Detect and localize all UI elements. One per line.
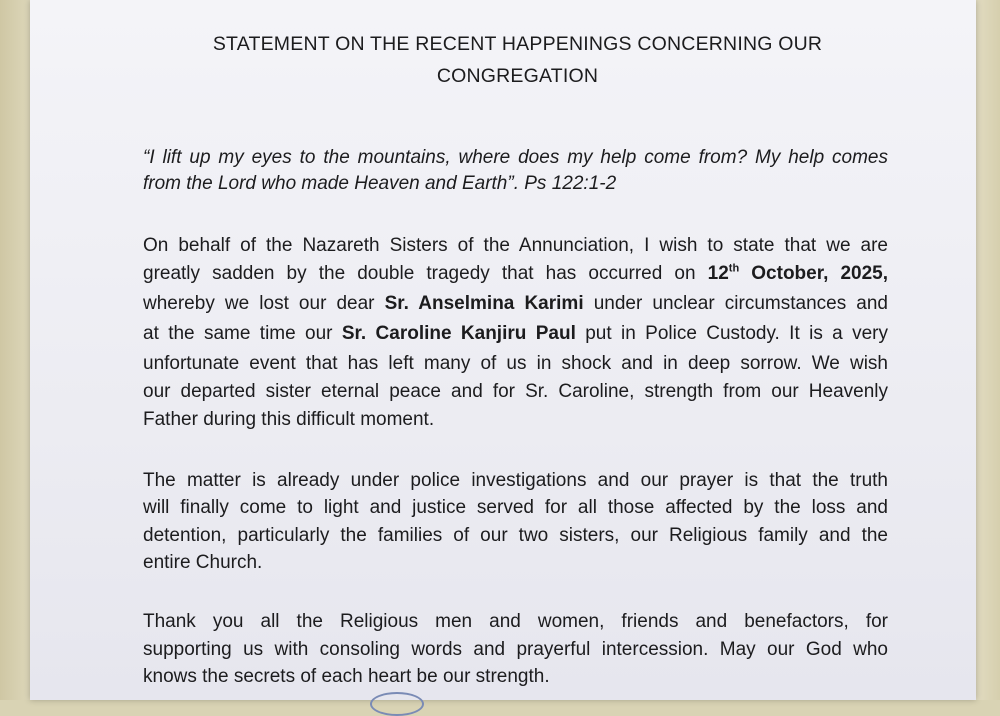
seal-stamp	[370, 692, 424, 716]
quote-line	[143, 146, 888, 170]
paragraph3-line	[143, 638, 888, 662]
paragraph2-line	[143, 524, 888, 548]
text-span: at the same time our	[143, 323, 342, 344]
text-span: entire Church.	[143, 552, 263, 573]
bold-text: Sr. Caroline Kanjiru Paul	[341, 323, 576, 344]
statement-paper	[30, 0, 976, 700]
text-span: The matter is already under police investigations and our prayer is that the truth	[143, 470, 888, 491]
text-span: detention, particularly the families of our two sisters, our Religious family and the	[143, 525, 888, 546]
text-span: our departed sister eternal peace and for Sr. Caroline, strength from our Heavenly	[143, 381, 888, 402]
bold-text: 12	[707, 263, 729, 284]
text-span: put in Police Custody. It is a very	[575, 323, 888, 344]
paragraph1-line	[143, 292, 888, 316]
bold-text: Sr. Anselmina Karimi	[384, 293, 584, 314]
text-span: Thank you all the Religious men and women, friends and benefactors, for	[143, 611, 888, 632]
paragraph1-line	[143, 322, 888, 346]
paragraph1-line	[143, 408, 888, 432]
paragraph1-line	[143, 380, 888, 404]
paragraph3-line	[143, 665, 888, 689]
text-span: greatly sadden by the double tragedy that has occurred on	[143, 263, 708, 284]
text-span: Father during this difficult moment.	[143, 409, 435, 430]
text-span: knows the secrets of each heart be our strength.	[143, 666, 550, 687]
text-span: whereby we lost our dear	[143, 293, 385, 314]
paragraph2-line	[143, 496, 888, 520]
text-span: “I lift up my eyes to the mountains, where does my help come from? My help comes	[143, 147, 888, 168]
text-span: On behalf of the Nazareth Sisters of the Annunciation, I wish to state that we are	[143, 235, 888, 256]
text-span: supporting us with consoling words and prayerful intercession. May our God who	[143, 639, 888, 660]
paragraph3-line	[143, 610, 888, 634]
bold-text: th	[728, 262, 740, 275]
paragraph1-line	[143, 352, 888, 376]
text-span: from the Lord who made Heaven and Earth”. Ps 122:1-2	[143, 173, 617, 194]
paragraph1-line	[143, 234, 888, 258]
text-span: unfortunate event that has left many of us in shock and in deep sorrow. We wish	[143, 353, 888, 374]
quote-line	[143, 172, 888, 196]
text-span: under unclear circumstances and	[583, 293, 888, 314]
bold-text: October, 2025,	[739, 263, 888, 284]
text-span: will finally come to light and justice served for all those affected by the loss and	[143, 497, 888, 518]
paragraph1-line	[143, 262, 888, 286]
paragraph2-line	[143, 551, 888, 575]
title-line-2: CONGREGATION	[436, 65, 599, 87]
paragraph2-line	[143, 469, 888, 493]
title-line-1: STATEMENT ON THE RECENT HAPPENINGS CONCERNING OUR	[212, 33, 823, 55]
